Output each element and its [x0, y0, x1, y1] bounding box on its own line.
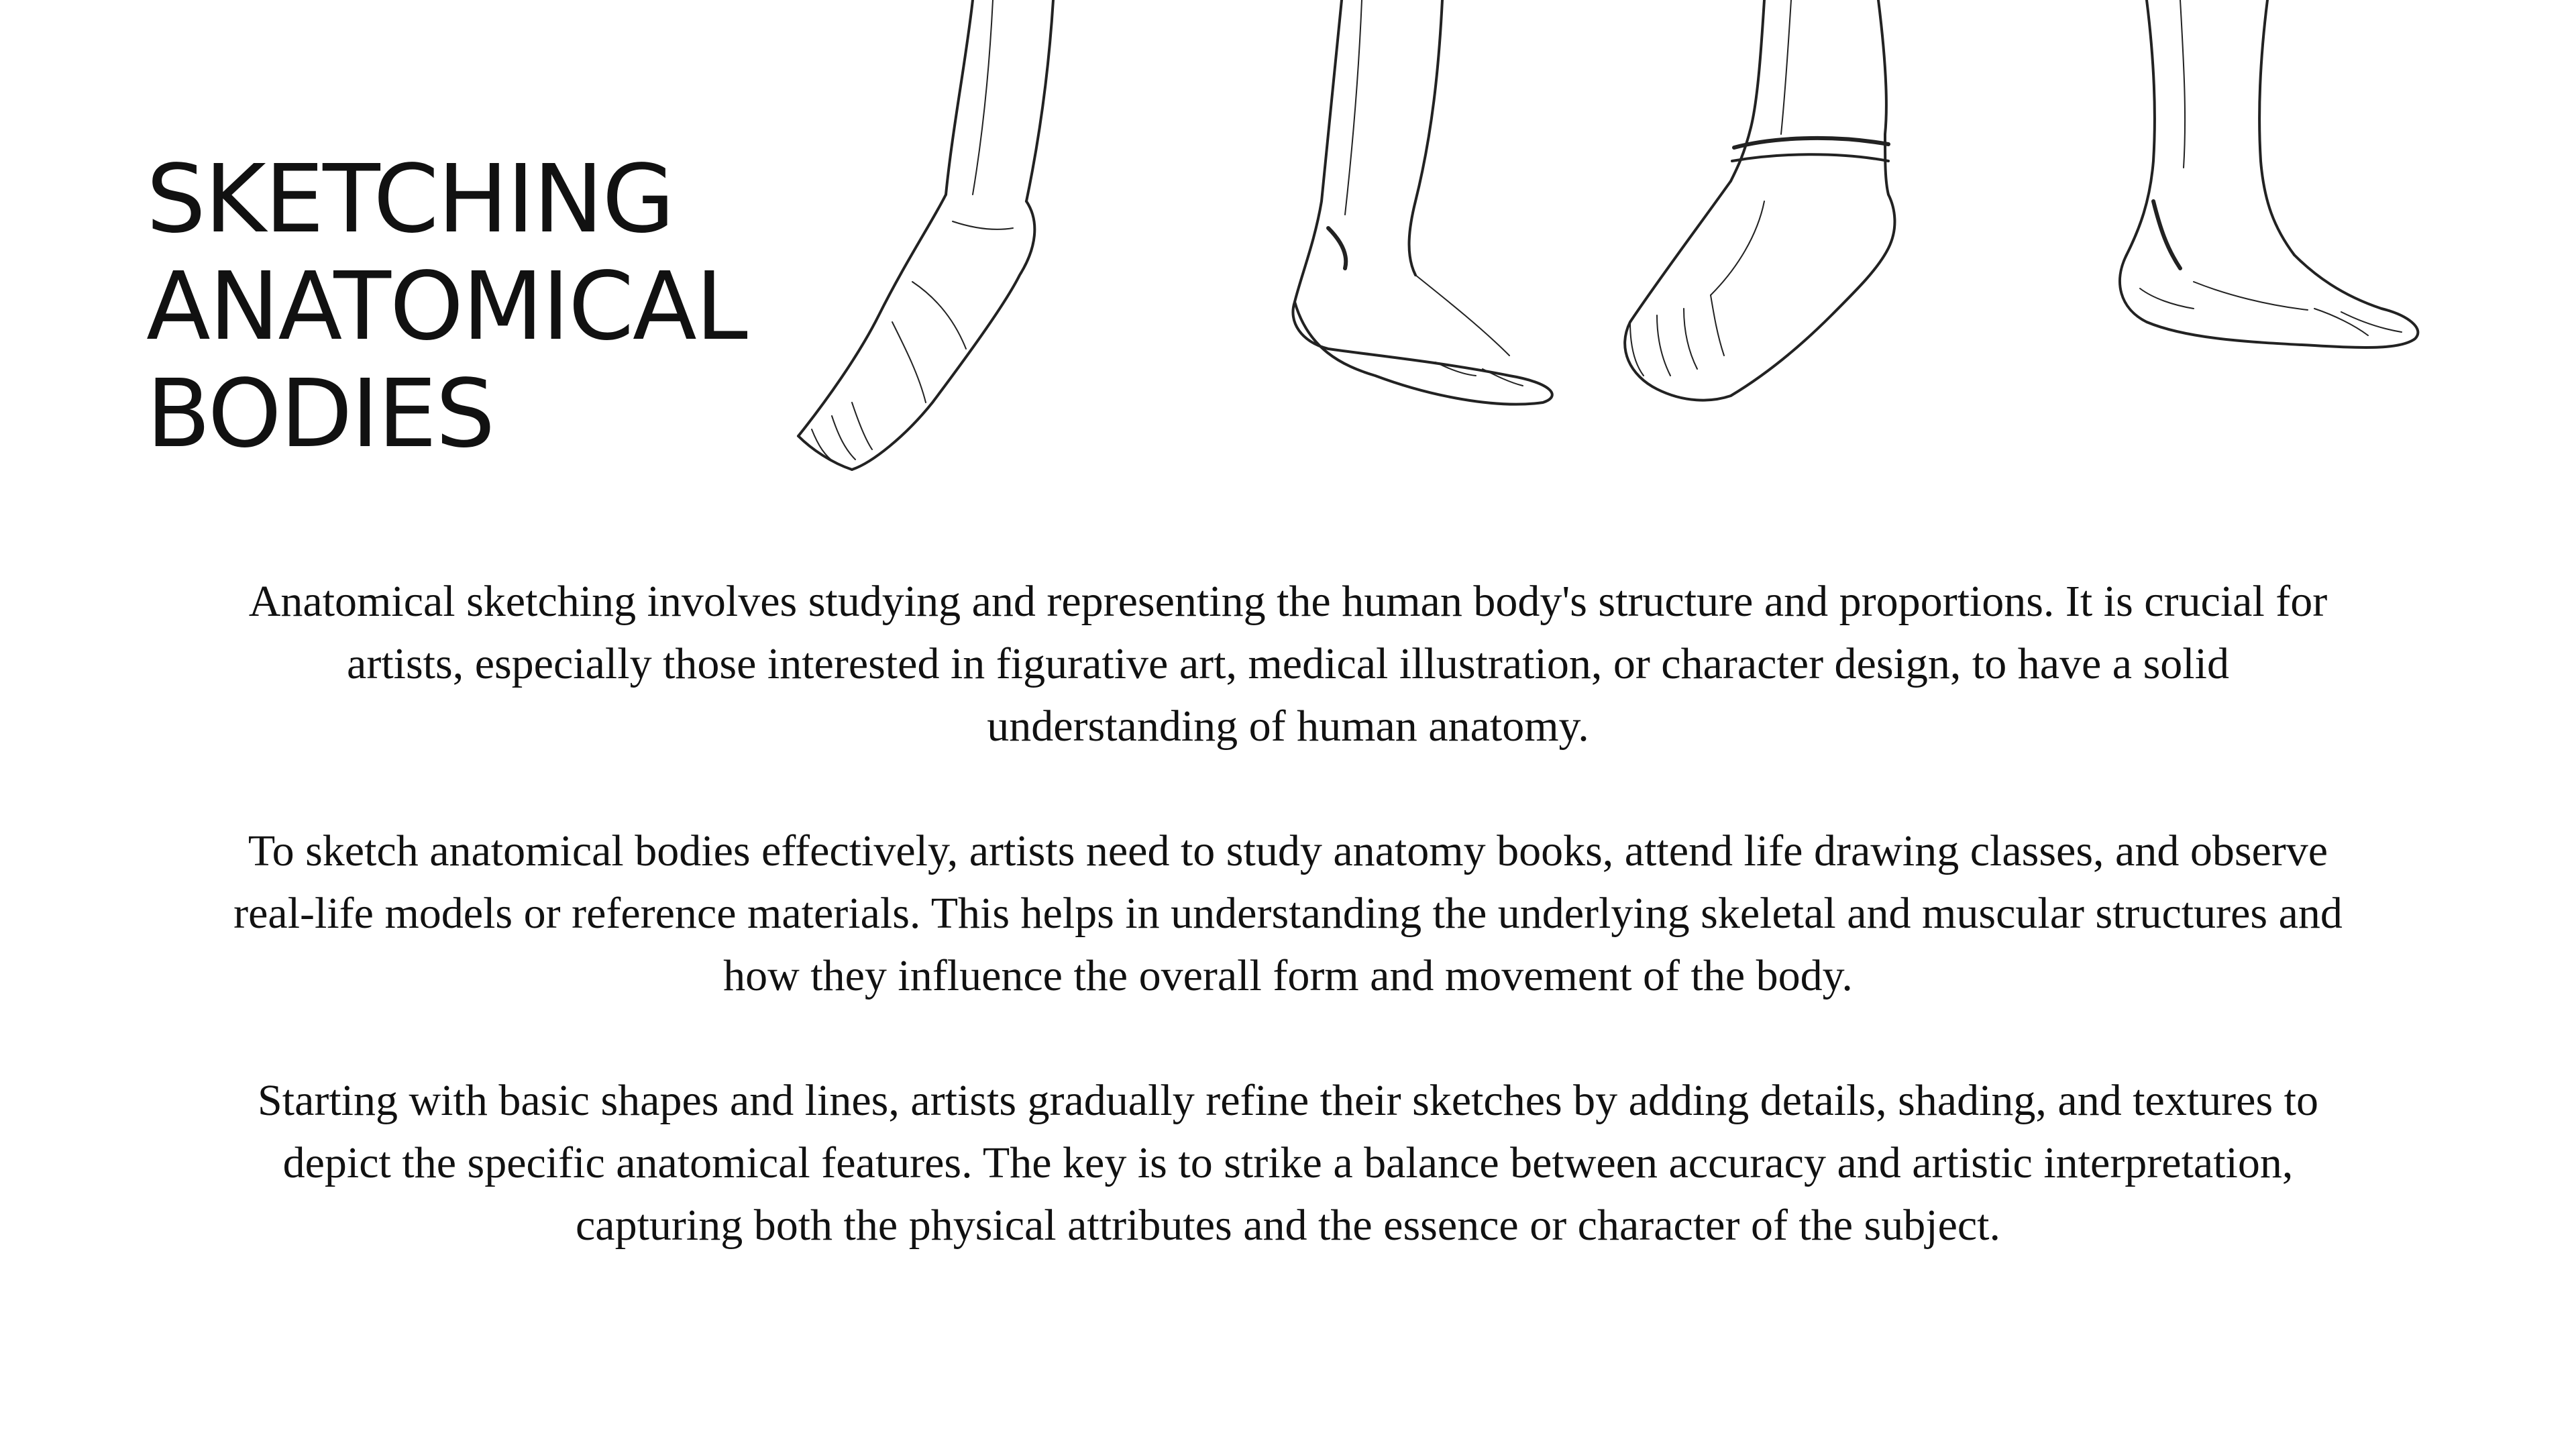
leg-sketch-2	[1293, 0, 1552, 405]
paragraph-2: To sketch anatomical bodies effectively, artists need to study anatomy books, attend life drawing classes, and observe real-life models or reference materials. This helps in understanding the underlying skeletal and muscular structures and how they influence the overall form and movement of the body.	[233, 826, 2343, 1000]
title-line-3: BODIES	[146, 360, 494, 469]
slide-title	[146, 146, 747, 468]
paragraph-3: Starting with basic shapes and lines, artists gradually refine their sketches by adding details, shading, and textures to depict the specific anatomical features. The key is to strike a balance between accuracy and artistic interpretation, capturing both the physical attributes and the essence or character of the subject.	[258, 1076, 2318, 1250]
leg-sketch-4	[2120, 0, 2418, 347]
paragraph-1: Anatomical sketching involves studying and representing the human body's structure and proportions. It is crucial for artists, especially those interested in figurative art, medical illustration, or character design, to have a solid understanding of human anatomy.	[248, 577, 2328, 751]
leg-sketch-illustration	[771, 0, 2489, 483]
title-line-2: ANATOMICAL	[146, 252, 747, 362]
title-line-1: SKETCHING	[146, 145, 674, 254]
leg-sketch-1	[798, 0, 1053, 470]
body-text	[221, 570, 2355, 1319]
leg-sketch-3	[1625, 0, 1894, 400]
